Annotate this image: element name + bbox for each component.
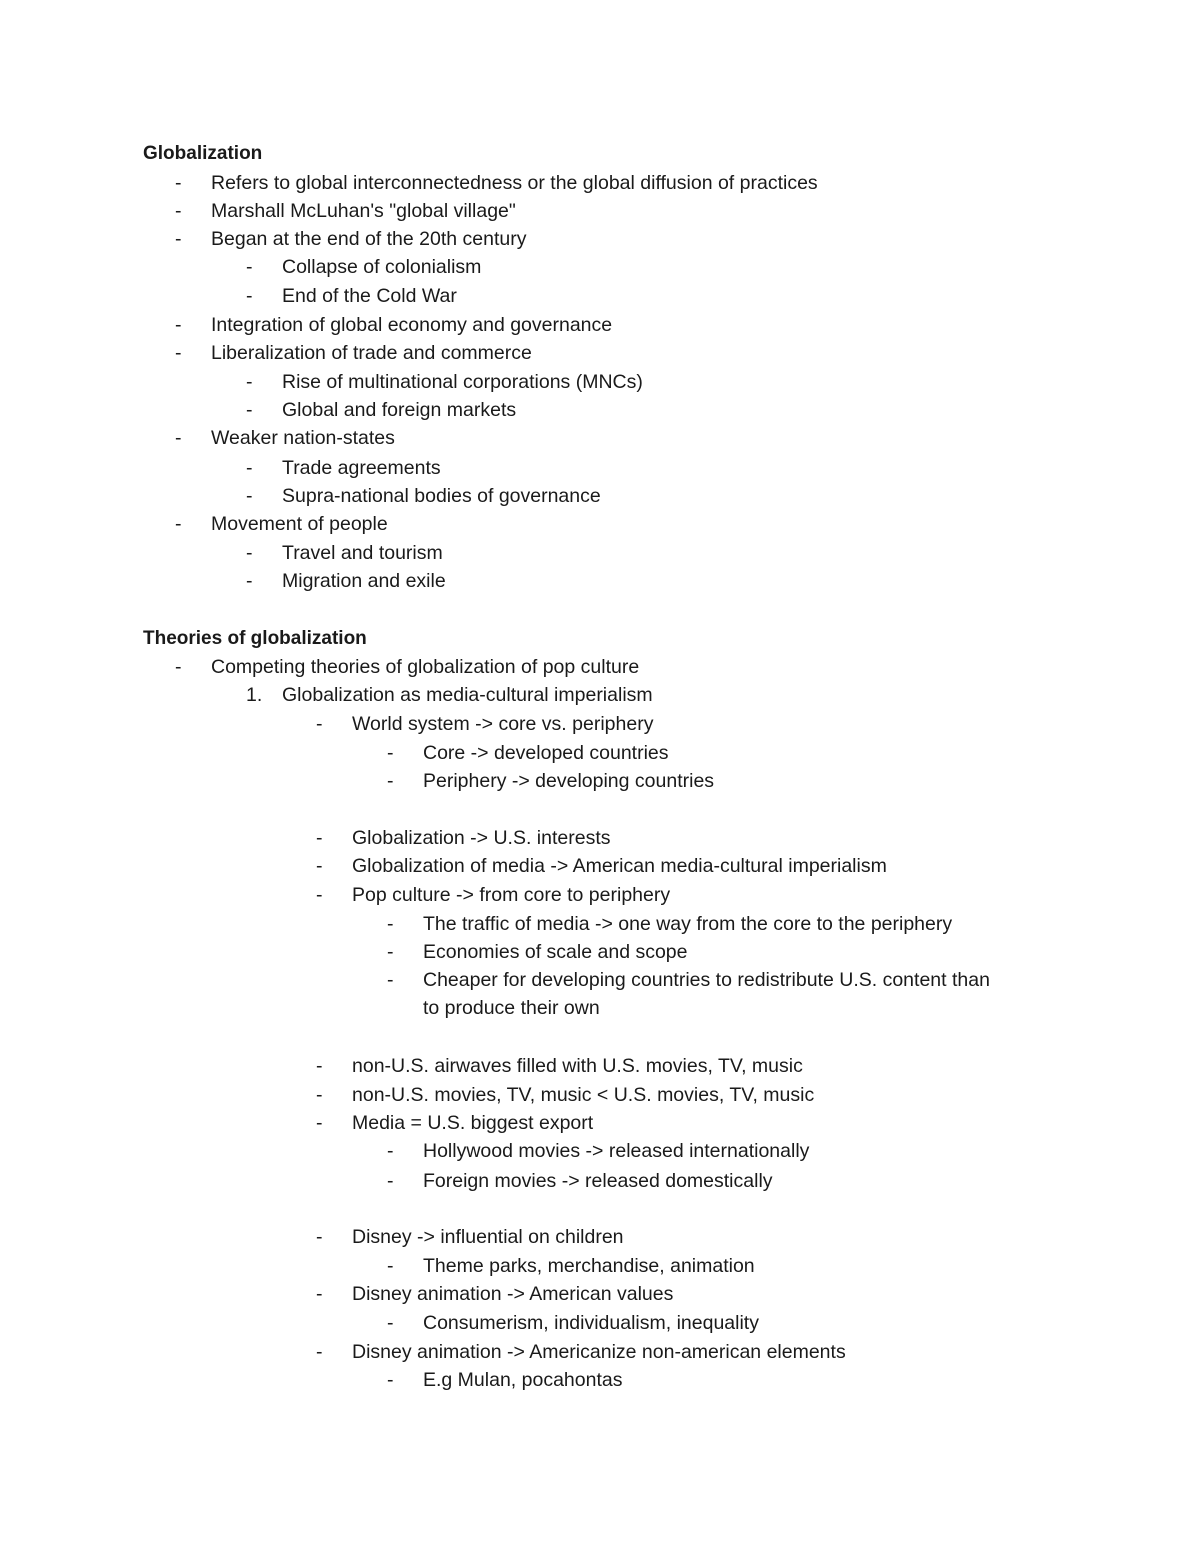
list-marker: -: [316, 1084, 323, 1106]
list-item-text: Began at the end of the 20th century: [211, 228, 527, 250]
list-item-text: Rise of multinational corporations (MNCs): [282, 371, 643, 393]
list-marker: -: [316, 1226, 323, 1248]
list-item-text: Pop culture -> from core to periphery: [352, 884, 671, 906]
list-item-text: Marshall McLuhan's "global village": [211, 200, 516, 222]
list-item-text: E.g Mulan, pocahontas: [423, 1369, 623, 1391]
list-item-text: Cheaper for developing countries to redistribute U.S. content than: [423, 969, 990, 991]
list-marker: -: [316, 855, 323, 877]
list-marker: -: [316, 1283, 323, 1305]
list-item-text: non-U.S. movies, TV, music < U.S. movies, TV, music: [352, 1084, 815, 1106]
section-heading-theories: Theories of globalization: [143, 628, 367, 649]
list-item-text: Globalization -> U.S. interests: [352, 827, 611, 849]
list-item-text: Supra-national bodies of governance: [282, 485, 601, 507]
list-item-text: Integration of global economy and governance: [211, 314, 613, 336]
list-marker: -: [246, 399, 253, 421]
list-marker: -: [246, 485, 253, 507]
list-item-text: Collapse of colonialism: [282, 256, 482, 278]
list-marker: -: [387, 969, 394, 991]
list-marker: -: [316, 827, 323, 849]
list-item-text: Disney -> influential on children: [352, 1226, 624, 1248]
list-marker: -: [387, 913, 394, 935]
list-marker: -: [246, 542, 253, 564]
list-marker: -: [246, 570, 253, 592]
list-marker: -: [175, 228, 182, 250]
list-item-text: Disney animation -> American values: [352, 1283, 674, 1305]
list-marker: -: [175, 656, 182, 678]
list-item-text: Foreign movies -> released domestically: [423, 1170, 773, 1192]
list-item-text: Consumerism, individualism, inequality: [423, 1312, 759, 1334]
list-item-text: Movement of people: [211, 513, 388, 535]
list-marker: -: [175, 513, 182, 535]
list-marker: -: [387, 1312, 394, 1334]
list-marker: -: [387, 742, 394, 764]
list-item-text: Travel and tourism: [282, 542, 443, 564]
list-marker: -: [246, 371, 253, 393]
list-item-text: Disney animation -> Americanize non-american elements: [352, 1341, 846, 1363]
list-marker: -: [387, 1255, 394, 1277]
list-item-text: Economies of scale and scope: [423, 941, 688, 963]
list-marker: 1.: [246, 684, 263, 706]
list-item-text: Competing theories of globalization of pop culture: [211, 656, 640, 678]
list-marker: -: [387, 1140, 394, 1162]
list-item-text: Hollywood movies -> released internationally: [423, 1140, 810, 1162]
list-marker: -: [387, 1369, 394, 1391]
list-item-text: The traffic of media -> one way from the core to the periphery: [423, 913, 953, 935]
list-item-text: Globalization of media -> American media-cultural imperialism: [352, 855, 887, 877]
list-item-text: non-U.S. airwaves filled with U.S. movies, TV, music: [352, 1055, 803, 1077]
list-marker: -: [387, 1170, 394, 1192]
list-item-text: Refers to global interconnectedness or the global diffusion of practices: [211, 172, 818, 194]
list-item-text: Core -> developed countries: [423, 742, 669, 764]
list-item-text: Weaker nation-states: [211, 427, 395, 449]
list-marker: -: [387, 941, 394, 963]
list-marker: -: [316, 1055, 323, 1077]
list-marker: -: [175, 342, 182, 364]
list-marker: -: [175, 314, 182, 336]
list-item-text: Liberalization of trade and commerce: [211, 342, 532, 364]
section-heading-globalization: Globalization: [143, 143, 263, 164]
list-marker: -: [316, 713, 323, 735]
list-marker: -: [316, 884, 323, 906]
list-item-text: Media = U.S. biggest export: [352, 1112, 594, 1134]
list-marker: -: [246, 256, 253, 278]
list-marker: -: [246, 285, 253, 307]
list-marker: -: [316, 1112, 323, 1134]
list-marker: -: [246, 457, 253, 479]
list-item-text: Periphery -> developing countries: [423, 770, 715, 792]
list-item-text: Theme parks, merchandise, animation: [423, 1255, 755, 1277]
list-item-text: to produce their own: [423, 997, 600, 1019]
list-item-text: End of the Cold War: [282, 285, 457, 307]
list-item-text: World system -> core vs. periphery: [352, 713, 654, 735]
list-item-text: Trade agreements: [282, 457, 441, 479]
list-item-text: Globalization as media-cultural imperialism: [282, 684, 653, 706]
list-marker: -: [316, 1341, 323, 1363]
list-marker: -: [175, 200, 182, 222]
list-marker: -: [387, 770, 394, 792]
list-marker: -: [175, 427, 182, 449]
list-marker: -: [175, 172, 182, 194]
list-item-text: Global and foreign markets: [282, 399, 517, 421]
list-item-text: Migration and exile: [282, 570, 446, 592]
